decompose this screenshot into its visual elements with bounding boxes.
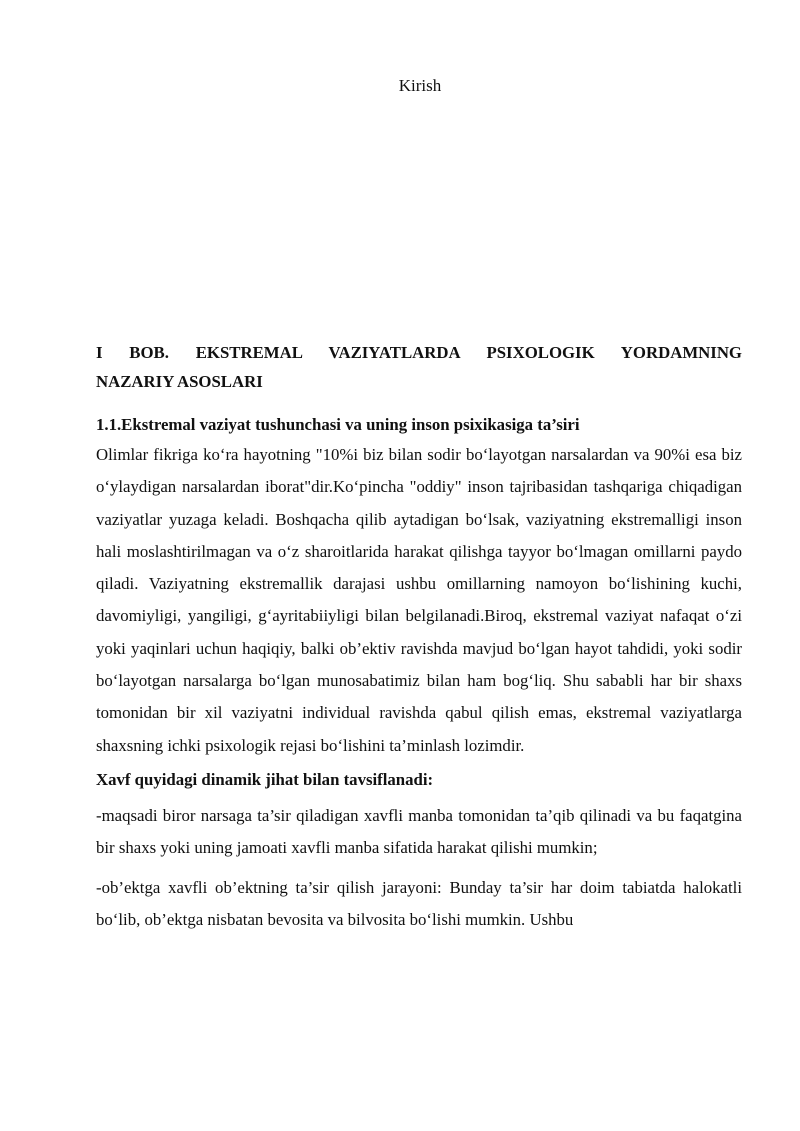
section-title: 1.1.Ekstremal vaziyat tushunchasi va uning inson psixikasiga ta’siri — [96, 415, 580, 434]
chapter-title-line-1: I BOB. EKSTREMAL VAZIYATLARDA PSIXOLOGIK YORDAMNING — [96, 343, 742, 362]
document-content — [96, 338, 742, 943]
intro-title: Kirish — [398, 76, 442, 95]
danger-item-2: -ob’ektga xavfli ob’ektning ta’sir qilish jarayoni: Bunday ta’sir har doim tabiatda halokatli bo‘lib, ob’ektga nisbatan bevosita va bilvosita bo‘lishi mumkin. Ushbu — [96, 877, 742, 929]
chapter-title-line-2: NAZARIY ASOSLARI — [96, 372, 263, 391]
chapter-title — [96, 338, 742, 396]
danger-item-1: -maqsadi biror narsaga ta’sir qiladigan xavfli manba tomonidan ta’qib qilinadi va bu faqatgina bir shaxs yoki uning jamoati xavfli manba sifatida harakat qilishi mumkin; — [96, 805, 742, 858]
section-paragraph: Olimlar fikriga ko‘ra hayotning "10%i biz bilan sodir bo‘layotgan narsalardan va 90%i esa biz o‘ylaydigan narsalardan iborat"dir.Ko‘pincha "oddiy" inson tajribasidan tashqariga chiqadigan vaziyatlar yuzaga keladi. Boshqacha qilib aytadigan bo‘lsak, vaziyatning ekstremalligi inson hali moslashtirilmagan va o‘z sharoitlarida harakat qilishga tayyor bo‘lmagan omillarni paydo qiladi. Vaziyatning ekstremallik darajasi ushbu omillarning namoyon bo‘lishining kuchi, davomiyligi, yangiligi, g‘ayritabiiyligi bilan belgilanadi.Biroq, ekstremal vaziyat nafaqat o‘zi yoki yaqinlari uchun haqiqiy, balki ob’ektiv ravishda mavjud bo‘lgan hayot tahdidi, yoki sodir bo‘layotgan narsalarga bo‘lgan munosabatimiz bilan ham bog‘liq. Shu sababli har bir shaxs tomonidan bir xil vaziyatni individual ravishda qabul qilish emas, ekstremal vaziyatlarga shaxsning ichki psixologik rejasi bo‘lishini ta’minlash lozimdir. — [96, 445, 742, 755]
danger-subtitle: Xavf quyidagi dinamik jihat bilan tavsiflanadi: — [96, 769, 434, 789]
